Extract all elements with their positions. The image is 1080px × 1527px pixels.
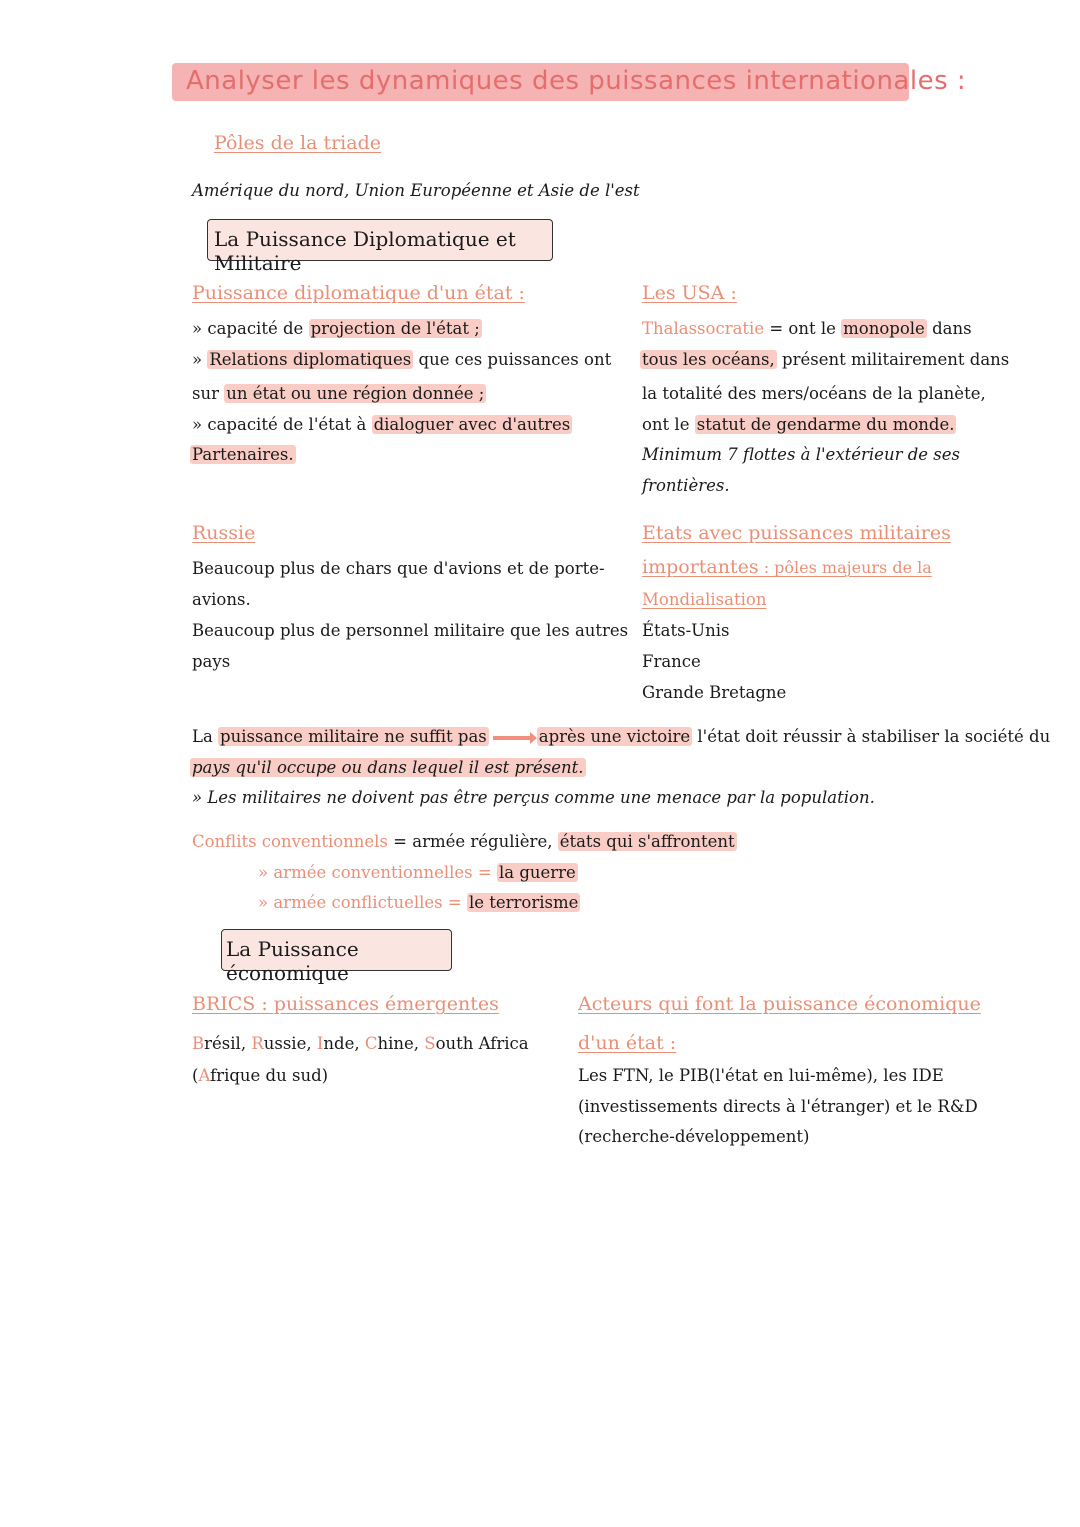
brics-l2b: A (198, 1066, 211, 1085)
mil-l1c: après une victoire (538, 727, 691, 746)
mil-line-1 (192, 727, 1050, 747)
acteurs-line-3: (recherche-développement) (578, 1127, 810, 1146)
etats-h2a: importantes (642, 556, 759, 578)
etats-item-2: France (642, 652, 701, 671)
mil-l1b: puissance militaire ne suffit pas (220, 727, 487, 746)
usa-l1a: Thalassocratie (642, 319, 765, 338)
conflits-l3b: le terrorisme (468, 893, 579, 912)
brics-rest-b: résil, (204, 1034, 252, 1053)
acteurs-line-2: (investissements directs à l'étranger) et le R&D (578, 1097, 978, 1116)
etats-item-1: États-Unis (642, 621, 730, 640)
brics-initial-i: I (316, 1034, 324, 1053)
diplo-l4a: » capacité de l'état à (192, 415, 372, 434)
russie-line-1: Beaucoup plus de chars que d'avions et de porte- (192, 559, 605, 578)
section-diplomatique-militaire (207, 219, 553, 275)
mil-l2: pays qu'il occupe ou dans lequel il est présent. (192, 758, 584, 777)
page-title: Analyser les dynamiques des puissances internationales : (186, 66, 967, 96)
brics-l2c: frique du sud) (210, 1066, 329, 1085)
brics-initial-s: S (424, 1034, 436, 1053)
diplo-line-1 (192, 319, 482, 339)
diplo-l3b: un état ou une région donnée ; (226, 384, 485, 403)
russie-line-4: pays (192, 652, 231, 671)
diplo-l1a: » capacité de (192, 319, 309, 338)
arrow-right-icon (493, 736, 533, 740)
mil-l1a: La (192, 727, 219, 746)
usa-l1b: = ont le (764, 319, 842, 338)
conflits-l1b: = armée régulière, (387, 832, 558, 851)
acteurs-heading-1: Acteurs qui font la puissance économique (578, 993, 981, 1015)
usa-line-2 (640, 350, 1009, 370)
acteurs-line-1: Les FTN, le PIB(l'état en lui-même), les IDE (578, 1066, 944, 1085)
brics-initial-r: R (251, 1034, 264, 1053)
etats-heading-3: Mondialisation (642, 590, 767, 609)
etats-heading-1: Etats avec puissances militaires (642, 522, 951, 544)
usa-line-6: frontières. (642, 476, 730, 495)
brics-l2a: ( (192, 1066, 199, 1085)
diplo-line-4 (192, 415, 572, 435)
mil-line-3: » Les militaires ne doivent pas être perçus comme une menace par la population. (192, 788, 875, 807)
usa-l4a: ont le (642, 415, 695, 434)
brics-heading: BRICS : puissances émergentes (192, 993, 499, 1015)
brics-line-1 (192, 1034, 529, 1054)
etats-item-3: Grande Bretagne (642, 683, 787, 702)
section-economique-label: La Puissance économique (226, 937, 359, 985)
usa-l2a: tous les océans, (642, 350, 775, 369)
diplo-line-3 (192, 384, 486, 404)
diplo-l5: Partenaires. (192, 445, 294, 464)
usa-line-3: la totalité des mers/océans de la planète, (642, 384, 986, 403)
diplo-line-5 (190, 445, 296, 465)
poles-text: Amérique du nord, Union Européenne et Asie de l'est (192, 181, 640, 200)
section-diplomatique-militaire-label: La Puissance Diplomatique et Militaire (214, 227, 516, 275)
usa-l1d: dans (926, 319, 972, 338)
brics-rest-i: nde, (323, 1034, 365, 1053)
brics-initial-b: B (192, 1034, 205, 1053)
brics-line-2 (192, 1066, 328, 1086)
usa-l4b: statut de gendarme du monde. (696, 415, 955, 434)
conflits-line-2 (258, 863, 578, 883)
diplo-l2b: Relations diplomatiques (209, 350, 412, 369)
etats-h2b: : pôles majeurs de la (758, 558, 932, 577)
acteurs-heading-2: d'un état : (578, 1032, 677, 1054)
conflits-l2a: » armée conventionnelles = (258, 863, 497, 882)
usa-heading: Les USA : (642, 282, 737, 304)
conflits-l3a: » armée conflictuelles = (258, 893, 467, 912)
russie-line-2: avions. (192, 590, 251, 609)
mil-l1d: l'état doit réussir à stabiliser la société du (692, 727, 1051, 746)
conflits-l2b: la guerre (498, 863, 576, 882)
usa-l1c: monopole (843, 319, 925, 338)
mil-line-2 (190, 758, 586, 778)
russie-heading: Russie (192, 522, 256, 544)
brics-rest-s: outh Africa (435, 1034, 529, 1053)
brics-initial-c: C (364, 1034, 378, 1053)
brics-rest-c: hine, (377, 1034, 425, 1053)
diplo-l4b: dialoguer avec d'autres (373, 415, 571, 434)
diplo-l2c: que ces puissances ont (413, 350, 612, 369)
usa-line-1 (642, 319, 972, 339)
conflits-l1c: états qui s'affrontent (559, 832, 735, 851)
poles-heading: Pôles de la triade (214, 132, 381, 154)
usa-line-4 (642, 415, 956, 435)
conflits-line-3 (258, 893, 580, 913)
usa-line-5: Minimum 7 flottes à l'extérieur de ses (642, 445, 960, 464)
diplo-line-2 (192, 350, 611, 370)
etats-heading-2 (642, 556, 932, 578)
diplo-l3a: sur (192, 384, 225, 403)
diplo-l1b: projection de l'état ; (310, 319, 480, 338)
conflits-line-1 (192, 832, 737, 852)
diplo-l2a: » (192, 350, 208, 369)
usa-l2b: présent militairement dans (776, 350, 1010, 369)
section-economique (221, 929, 452, 985)
russie-line-3: Beaucoup plus de personnel militaire que les autres (192, 621, 629, 640)
conflits-l1a: Conflits conventionnels (192, 832, 388, 851)
brics-rest-r: ussie, (263, 1034, 317, 1053)
diplo-heading: Puissance diplomatique d'un état : (192, 282, 525, 304)
